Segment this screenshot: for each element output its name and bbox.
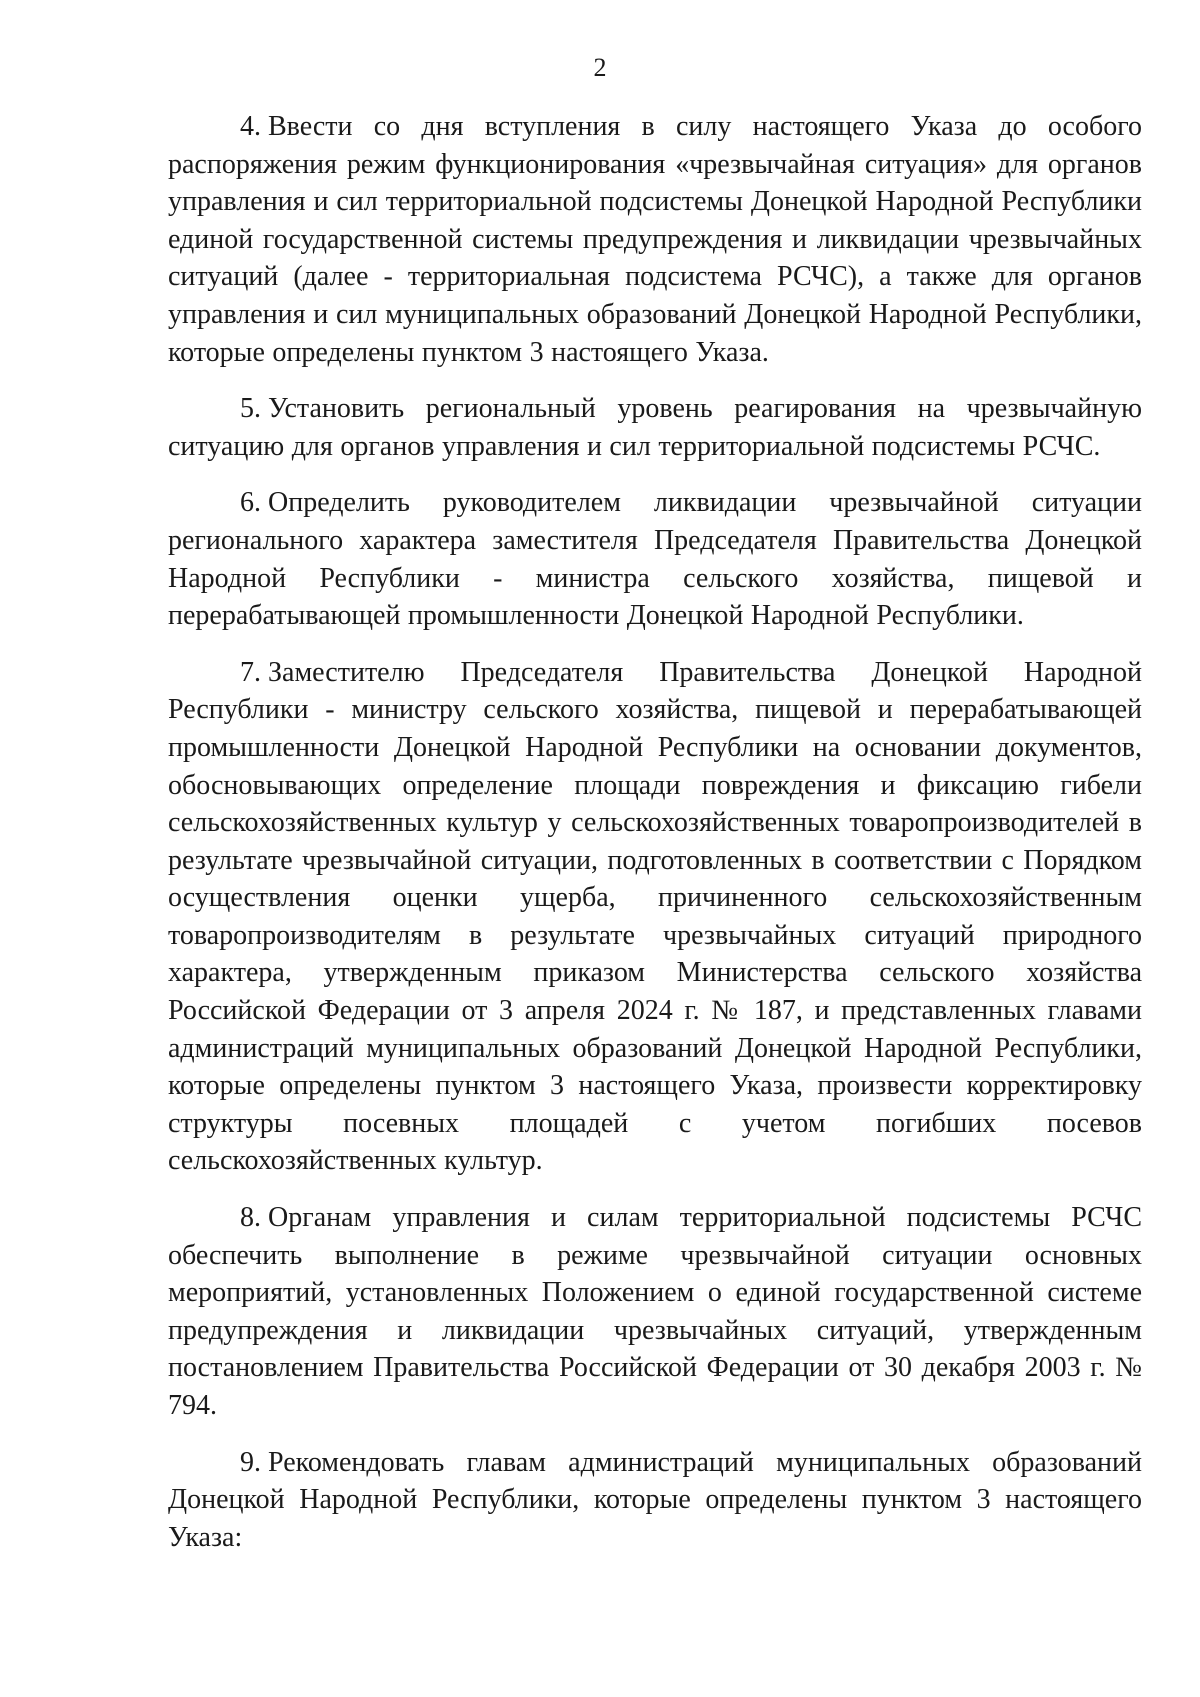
paragraph-number: 5.: [240, 393, 261, 425]
paragraph-number: 8.: [240, 1202, 261, 1234]
paragraph-text: Органам управления и силам территориальной подсистемы РСЧС обеспечить выполнение в режиме чрезвычайной ситуации основных мероприятий, установленных Положением о единой государственной системе предупреждения и ликвидации чрезвычайных ситуаций, утвержденным постановлением Правительства Российской Федерации от 30 декабря 2003 г. № 794.: [168, 1202, 1142, 1421]
paragraph-9: [168, 1444, 1142, 1557]
paragraph-text: Рекомендовать главам администраций муниципальных образований Донецкой Народной Республики, которые определены пунктом 3 настоящего Указа:: [168, 1446, 1142, 1553]
page-number: 2: [593, 53, 607, 82]
paragraph-number: 6.: [240, 487, 261, 519]
paragraph-number: 9.: [240, 1446, 261, 1478]
paragraph-number: 4.: [240, 111, 261, 142]
paragraph-number: 7.: [240, 656, 261, 688]
paragraph-text: Определить руководителем ликвидации чрезвычайной ситуации регионального характера заместителя Председателя Правительства Донецкой Народной Республики - министра сельского хозяйства, пищевой и перерабатывающей промышленности Донецкой Народной Республики.: [168, 487, 1142, 632]
paragraph-5: [168, 390, 1142, 465]
paragraph-6: [168, 484, 1142, 634]
paragraph-text: Установить региональный уровень реагирования на чрезвычайную ситуацию для органов управления и сил территориальной подсистемы РСЧС.: [168, 393, 1142, 462]
paragraph-4: [168, 108, 1142, 371]
paragraph-text: Заместителю Председателя Правительства Донецкой Народной Республики - министру сельского хозяйства, пищевой и перерабатывающей промышленности Донецкой Народной Республики на основании документов, обосновывающих определение площади повреждения и фиксацию гибели сельскохозяйственных культур у сельскохозяйственных товаропроизводителей в результате чрезвычайной ситуации, подготовленных в соответствии с Порядком осуществления оценки ущерба, причиненного сельскохозяйственным товаропроизводителям в результате чрезвычайных ситуаций природного характера, утвержденным приказом Министерства сельского хозяйства Российской Федерации от 3 апреля 2024 г. № 187, и представленных главами администраций муниципальных образований Донецкой Народной Республики, которые определены пунктом 3 настоящего Указа, произвести корректировку структуры посевных площадей с учетом погибших посевов сельскохозяйственных культур.: [168, 656, 1142, 1177]
document-body: [168, 108, 1142, 1575]
paragraph-text: Ввести со дня вступления в силу настоящего Указа до особого распоряжения режим функционирования «чрезвычайная ситуация» для органов управления и сил территориальной подсистемы Донецкой Народной Республики единой государственной системы предупреждения и ликвидации чрезвычайных ситуаций (далее - территориальная подсистема РСЧС), а также для органов управления и сил муниципальных образований Донецкой Народной Республики, которые определены пунктом 3 настоящего Указа.: [168, 111, 1142, 368]
paragraph-7: [168, 654, 1142, 1180]
paragraph-8: [168, 1199, 1142, 1425]
